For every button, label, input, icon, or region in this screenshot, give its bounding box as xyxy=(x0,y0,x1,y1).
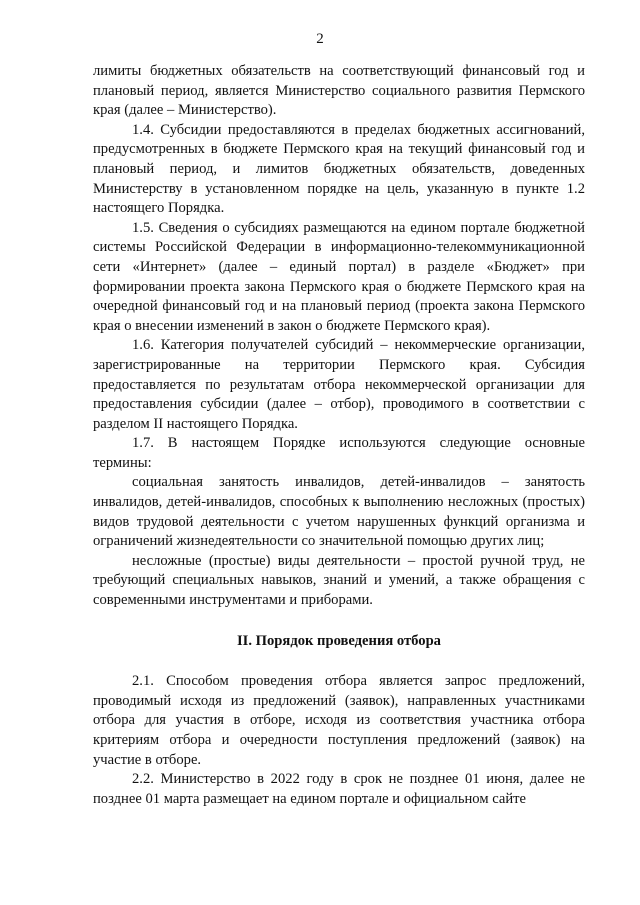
paragraph-1-4: 1.4. Субсидии предоставляются в пределах бюджетных ассигнований, предусмотренных в бюджете Пермского края на текущий финансовый год и плановый период, и лимитов бюджетных обязательств, доведенных Министерству в установленном порядке на цель, указанную в пункте 1.2 настоящего Порядка. xyxy=(93,121,585,217)
page-number: 2 xyxy=(316,31,324,47)
paragraph-1-7: 1.7. В настоящем Порядке используются следующие основные термины: xyxy=(93,435,585,471)
paragraph-2-1: 2.1. Способом проведения отбора является запрос предложений, проводимый исходя из предложений (заявок), направленных участниками отбора для участия в отборе, исходя из соответствия участника отбора критериям отбора и очередности поступления предложений (заявок) на участие в отборе. xyxy=(93,673,585,768)
term-definition-social-employment: социальная занятость инвалидов, детей-инвалидов – занятость инвалидов, детей-инвалидов, способных к выполнению несложных (простых) видов трудовой деятельности с учетом нарушенных функций организма и ограничений жизнедеятельности со значительной помощью других лиц; xyxy=(93,474,585,550)
section-heading: II. Порядок проведения отбора xyxy=(237,632,441,649)
paragraph-continuation: лимиты бюджетных обязательств на соответствующий финансовый год и плановый период, является Министерство социального развития Пермского края (далее – Министерство). xyxy=(93,63,585,119)
term-definition-simple-work: несложные (простые) виды деятельности – простой ручной труд, не требующий специальных навыков, знаний и умений, а также обращения с современными инструментами и приборами. xyxy=(93,552,585,609)
paragraph-2-2: 2.2. Министерство в 2022 году в срок не позднее 01 июня, далее не позднее 01 марта размещает на едином портале и официальном сайте xyxy=(93,771,585,807)
paragraph-1-6: 1.6. Категория получателей субсидий – некоммерческие организации, зарегистрированные на территории Пермского края. Субсидия предоставляется по результатам отбора некоммерческой организации для предоставления субсидии (далее – отбор), проводимого в соответствии с разделом II настоящего Порядка. xyxy=(93,337,585,432)
document-body xyxy=(93,62,585,809)
paragraph-1-5: 1.5. Сведения о субсидиях размещаются на едином портале бюджетной системы Российской Федерации в информационно-телекоммуникационной сети «Интернет» (далее – единый портал) в разделе «Бюджет» при формировании проекта закона Пермского края о бюджете Пермского края на очередной финансовый год и на плановый период (проекта закона Пермского края о внесении изменений в закон о бюджете Пермского края). xyxy=(93,219,585,334)
